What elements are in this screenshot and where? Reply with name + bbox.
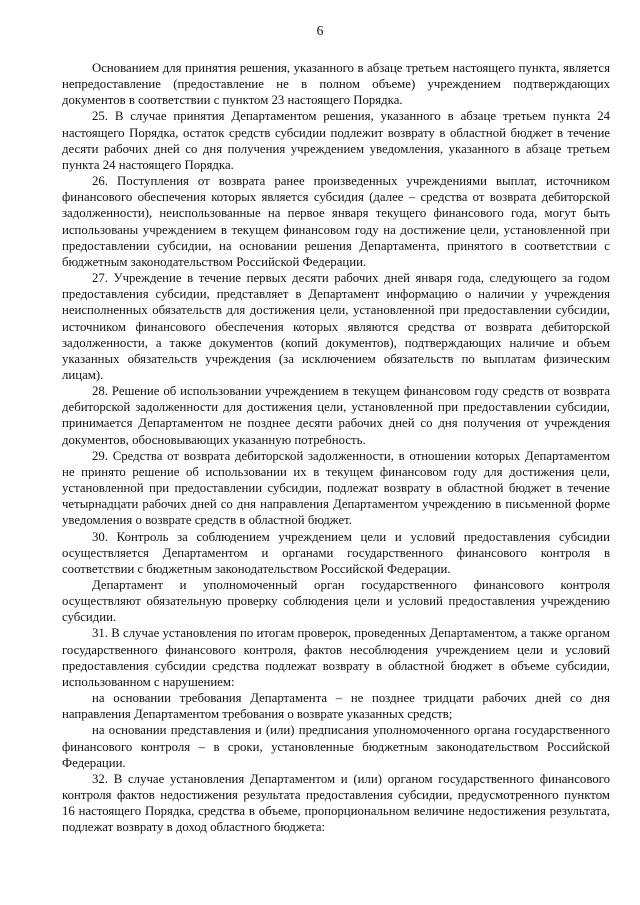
document-body <box>62 60 610 836</box>
paragraph-31-control-order: на основании представления и (или) предписания уполномоченного органа государственного финансового контроля – в сроки, установленные бюджетным законодательством Российской Федерации. <box>62 723 610 770</box>
paragraph-27: 27. Учреждение в течение первых десяти рабочих дней января года, следующего за годом предоставления субсидии, представляет в Департамент информацию о наличии у учреждения неисполненных обязательств для достижения цели, установленной при предоставлении субсидии, источником финансового обеспечения которых являются средства от возврата дебиторской задолженности, а также документов (копий документов), подтверждающих наличие и объем указанных обязательств учреждения (за исключением обязательств по выплатам физическим лицам). <box>62 271 610 382</box>
page-number: 6 <box>316 23 324 38</box>
paragraph-30-inspection: Департамент и уполномоченный орган государственного финансового контроля осуществляют обязательную проверку соблюдения цели и условий предоставления учреждению субсидии. <box>62 578 610 625</box>
paragraph-26: 26. Поступления от возврата ранее произведенных учреждениями выплат, источником финансового обеспечения которых является субсидия (далее – средства от возврата дебиторской задолженности), неиспользованные на первое января текущего финансового года, могут быть использованы учреждением в текущем финансовом году на достижение цели, установленной при предоставлении субсидии, на основании решения Департамента, принятого в соответствии с бюджетным законодательством Российской Федерации. <box>62 174 610 269</box>
paragraph-32: 32. В случае установления Департаментом и (или) органом государственного финансового контроля фактов недостижения результата предоставления субсидии, предусмотренного пунктом 16 настоящего Порядка, средства в объеме, пропорциональном величине недостижения результата, подлежат возврату в доход областного бюджета: <box>62 771 610 835</box>
paragraph-24-basis: Основанием для принятия решения, указанного в абзаце третьем настоящего пункта, является непредоставление (предоставление не в полном объеме) учреждением подтверждающих документов в соответствии с пунктом 23 настоящего Порядка. <box>62 61 610 108</box>
paragraph-30: 30. Контроль за соблюдением учреждением цели и условий предоставления субсидии осуществляется Департаментом и органами государственного финансового контроля в соответствии с бюджетным законодательством Российской Федерации. <box>62 529 610 576</box>
paragraph-28: 28. Решение об использовании учреждением в текущем финансовом году средств от возврата дебиторской задолженности для достижения цели, установленной при предоставлении субсидии, принимается Департаментом не позднее десяти рабочих дней со дня получения от учреждения документов, обосновывающих указанную потребность. <box>62 384 610 447</box>
paragraph-25: 25. В случае принятия Департаментом решения, указанного в абзаце третьем пункта 24 настоящего Порядка, остаток средств субсидии подлежит возврату в областной бюджет в течение десяти рабочих дней со дня получения учреждением уведомления, указанного в абзаце третьем пункта 24 настоящего Порядка. <box>62 109 610 172</box>
paragraph-31-department-demand: на основании требования Департамента – не позднее тридцати рабочих дней со дня направления Департаментом требования о возврате указанных средств; <box>62 691 610 722</box>
paragraph-29: 29. Средства от возврата дебиторской задолженности, в отношении которых Департаментом не принято решение об использовании их в текущем финансовом году для достижения цели, установленной при предоставлении субсидии, подлежат возврату в областной бюджет в течение четырнадцати рабочих дней со дня направления Департаментом учреждению в письменной форме уведомления о возврате средств в областной бюджет. <box>62 448 610 528</box>
paragraph-31: 31. В случае установления по итогам проверок, проведенных Департаментом, а также органом государственного финансового контроля, фактов несоблюдения учреждением цели и условий предоставления субсидии средства подлежат возврату в областной бюджет в объеме субсидии, использованном с нарушением: <box>62 626 610 689</box>
